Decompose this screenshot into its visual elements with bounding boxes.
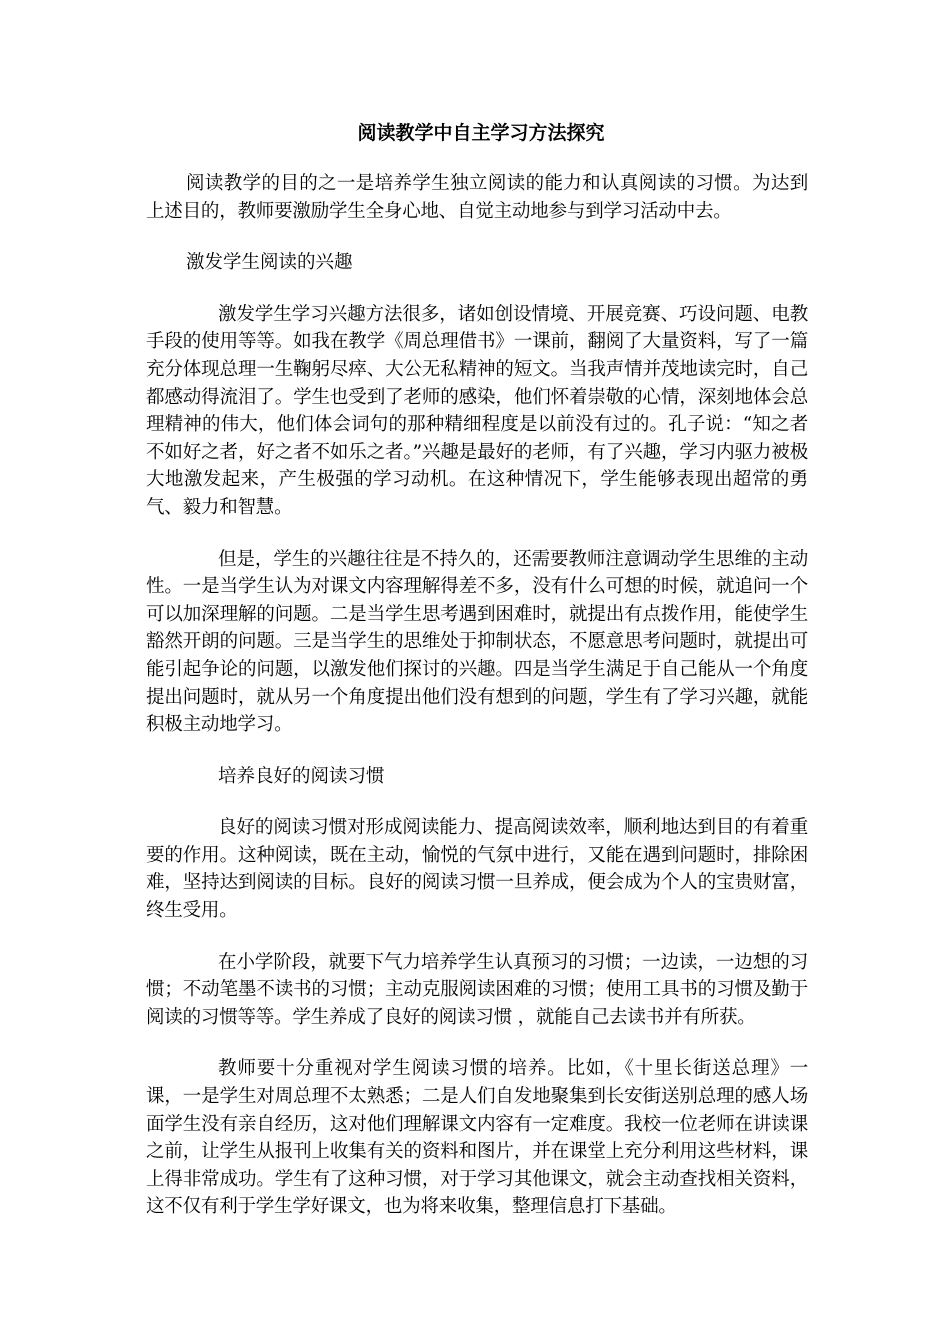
- paragraph-interest-thinking: 但是，学生的兴趣往往是不持久的，还需要教师注意调动学生思维的主动性。一是当学生认为对课文内容理解得差不多，没有什么可想的时候，就追问一个可以加深理解的问题。二是当学生思考遇到困难时，就提出有点拨作用，能使学生豁然开朗的问题。三是当学生的思维处于抑制状态，不愿意思考问题时，就提出可能引起争论的问题，以激发他们探讨的兴趣。四是当学生满足于自己能从一个角度提出问题时，就从另一个角度提出他们没有想到的问题，学生有了学习兴趣，就能积极主动地学习。: [146, 548, 808, 736]
- paragraph-habits-importance: 良好的阅读习惯对形成阅读能力、提高阅读效率，顺利地达到目的有着重要的作用。这种阅读，既在主动，愉悦的气氛中进行，又能在遇到问题时，排除困难，坚持达到阅读的目标。良好的阅读习惯一旦养成，便会成为个人的宝贵财富，终生受用。: [146, 817, 808, 922]
- section-heading-interest: 激发学生阅读的兴趣: [186, 252, 353, 274]
- paragraph-habits-primary: 在小学阶段，就要下气力培养学生认真预习的习惯；一边读，一边想的习惯；不动笔墨不读书的习惯；主动克服阅读困难的习惯；使用工具书的习惯及勤于阅读的习惯等等。学生养成了良好的阅读习惯 ，就能自己去读书并有所获。: [146, 951, 808, 1028]
- paragraph-habits-example: 教师要十分重视对学生阅读习惯的培养。比如，《十里长街送总理》一课，一是学生对周总理不太熟悉；二是人们自发地聚集到长安街送别总理的感人场面学生没有亲自经历，这对他们理解课文内容有一定难度。我校一位老师在讲读课之前，让学生从报刊上收集有关的资料和图片，并在课堂上充分利用这些材料，课上得非常成功。学生有了这种习惯，对于学习其他课文，就会主动查找相关资料，这不仅有利于学生学好课文，也为将来收集，整理信息打下基础。: [146, 1058, 808, 1218]
- intro-paragraph: 阅读教学的目的之一是培养学生独立阅读的能力和认真阅读的习惯。为达到上述目的，教师要激励学生全身心地、自觉主动地参与到学习活动中去。: [146, 173, 808, 222]
- document-page: [146, 120, 808, 1245]
- paragraph-interest-methods: 激发学生学习兴趣方法很多，诸如创设情境、开展竞赛、巧设问题、电教手段的使用等等。如我在教学《周总理借书》一课前，翻阅了大量资料，写了一篇充分体现总理一生鞠躬尽瘁、大公无私精神的短文。当我声情并茂地读完时，自己都感动得流泪了。学生也受到了老师的感染，他们怀着崇敬的心情，深刻地体会总理精神的伟大，他们体会词句的那种精细程度是以前没有过的。孔子说：“知之者不如好之者，好之者不如乐之者。”兴趣是最好的老师，有了兴趣，学习内驱力被极大地激发起来，产生极强的学习动机。在这种情况下，学生能够表现出超常的勇气、毅力和智慧。: [146, 303, 808, 518]
- document-title: 阅读教学中自主学习方法探究: [357, 122, 605, 144]
- section-heading-habits: 培养良好的阅读习惯: [218, 765, 385, 787]
